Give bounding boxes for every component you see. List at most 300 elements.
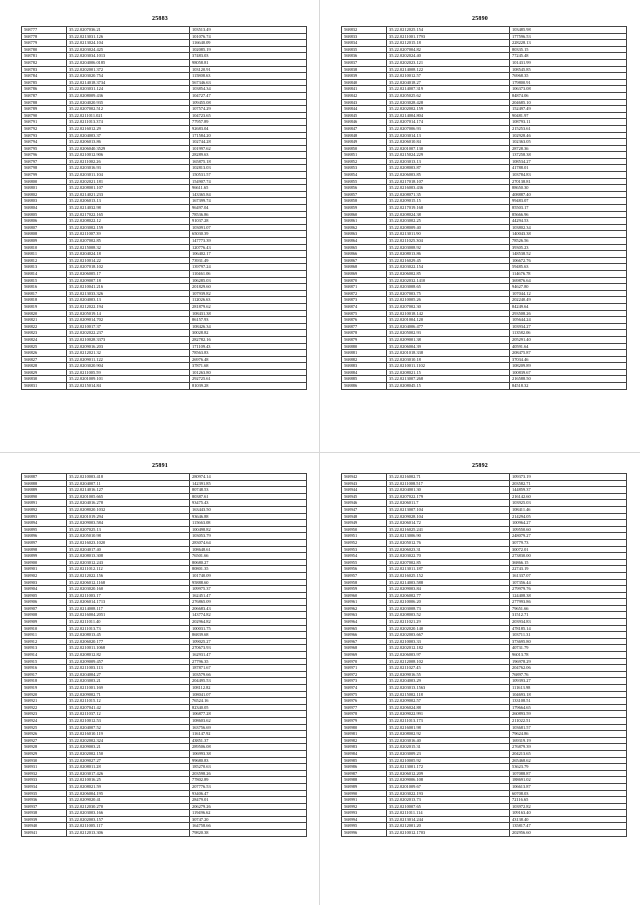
table-row	[342, 506, 627, 513]
table-row	[342, 678, 627, 685]
code-cell: 35.22.0210014.22	[67, 257, 190, 264]
table-row	[22, 112, 307, 119]
row-id-cell: 568908	[22, 612, 67, 619]
code-cell: 35.22.0208021.59	[67, 783, 190, 790]
amount-cell: 93406.47	[190, 790, 307, 797]
amount-cell: 81039.28	[190, 383, 307, 390]
amount-cell: 108426.34	[190, 323, 307, 330]
code-cell: 35.22.0210005.92	[387, 757, 510, 764]
code-cell: 35.22.0210007.65	[387, 803, 510, 810]
table-row	[22, 231, 307, 238]
code-cell: 35.22.0203020.754	[67, 73, 190, 80]
amount-cell: 133108.51	[510, 698, 627, 705]
row-id-cell: 568803	[22, 198, 67, 205]
row-id-cell: 568854	[342, 172, 387, 179]
amount-cell: 77802.89	[190, 777, 307, 784]
code-cell: 35.22.0204017.40	[67, 546, 190, 553]
table-row	[22, 553, 307, 560]
table-row	[22, 605, 307, 612]
amount-cell: 102813.03	[190, 165, 307, 172]
data-table	[21, 26, 307, 390]
code-cell: 35.22.0204003.13	[67, 297, 190, 304]
row-id-cell: 568819	[22, 303, 67, 310]
row-id-cell: 568849	[342, 139, 387, 146]
table-block	[21, 461, 299, 837]
table-row	[342, 27, 627, 34]
code-cell: 35.22.0210018.142	[387, 310, 510, 317]
row-id-cell: 568942	[342, 474, 387, 481]
row-id-cell: 568810	[22, 244, 67, 251]
amount-cell: 185270.63	[190, 764, 307, 771]
amount-cell: 101740.09	[190, 572, 307, 579]
amount-cell: 85503.17	[510, 205, 627, 212]
code-cell: 35.22.0206014.72	[387, 520, 510, 527]
row-id-cell: 568932	[22, 770, 67, 777]
row-id-cell: 568853	[342, 165, 387, 172]
table-row	[22, 652, 307, 659]
table-row	[22, 178, 307, 185]
table-row	[342, 777, 627, 784]
table-row	[342, 797, 627, 804]
table-row	[22, 566, 307, 573]
code-cell: 35.22.0201007.130	[387, 145, 510, 152]
amount-cell: 106285.03	[190, 277, 307, 284]
table-row	[22, 119, 307, 126]
table-row	[22, 310, 307, 317]
code-cell: 35.22.0216001.98	[387, 724, 510, 731]
table-row	[342, 586, 627, 593]
code-cell: 35.22.0209014.702	[67, 317, 190, 324]
amount-cell: 80387.61	[190, 493, 307, 500]
amount-cell: 248079.27	[510, 533, 627, 540]
table-row	[22, 152, 307, 159]
amount-cell: 273830.00	[510, 553, 627, 560]
row-id-cell: 568913	[22, 645, 67, 652]
amount-cell: 94627.80	[510, 284, 627, 291]
table-row	[22, 500, 307, 507]
code-cell: 35.22.0208009.436	[67, 92, 190, 99]
row-id-cell: 568783	[22, 66, 67, 73]
table-row	[22, 520, 307, 527]
row-id-cell: 568813	[22, 264, 67, 271]
amount-cell: 106613.87	[510, 783, 627, 790]
code-cell: 35.22.0204024.18	[67, 251, 190, 258]
amount-cell: 171109.43	[190, 343, 307, 350]
code-cell: 35.22.0203012.243	[67, 559, 190, 566]
table-row	[22, 731, 307, 738]
code-cell: 35.22.0202002.150	[67, 750, 190, 757]
amount-cell: 84249.64	[510, 303, 627, 310]
row-id-cell: 568846	[342, 119, 387, 126]
table-row	[22, 678, 307, 685]
table-row	[22, 336, 307, 343]
table-row	[22, 224, 307, 231]
code-cell: 35.22.0211015.12	[67, 698, 190, 705]
table-row	[342, 92, 627, 99]
table-row	[22, 145, 307, 152]
code-cell: 35.22.0216012.29	[67, 125, 190, 132]
table-row	[22, 66, 307, 73]
row-id-cell: 568949	[342, 520, 387, 527]
table-row	[342, 520, 627, 527]
table-row	[22, 132, 307, 139]
amount-cell: 137258.38	[510, 152, 627, 159]
amount-cell: 119496.62	[190, 810, 307, 817]
row-id-cell: 568794	[22, 139, 67, 146]
amount-cell: 101431.99	[510, 59, 627, 66]
amount-cell: 80335.15	[510, 46, 627, 53]
code-cell: 35.22.0207022.179	[387, 493, 510, 500]
amount-cell: 211022.51	[510, 717, 627, 724]
code-cell: 35.22.0216023.1020	[67, 539, 190, 546]
amount-cell: 103513.49	[190, 27, 307, 34]
table-row	[342, 277, 627, 284]
code-cell: 35.22.0210003.418	[67, 474, 190, 481]
row-id-cell: 568876	[342, 317, 387, 324]
amount-cell: 167399.74	[190, 198, 307, 205]
amount-cell: 478185.14	[510, 625, 627, 632]
table-row	[22, 86, 307, 93]
code-cell: 35.22.0202024.40	[387, 53, 510, 60]
table-row	[22, 165, 307, 172]
table-row	[22, 27, 307, 34]
table-row	[22, 323, 307, 330]
amount-cell: 103053.79	[190, 533, 307, 540]
row-id-cell: 568892	[22, 506, 67, 513]
table-row	[342, 783, 627, 790]
row-id-cell: 568984	[342, 750, 387, 757]
row-id-cell: 568832	[342, 27, 387, 34]
row-id-cell: 568883	[342, 363, 387, 370]
amount-cell: 293508.26	[510, 310, 627, 317]
row-id-cell: 568780	[22, 46, 67, 53]
table-row	[342, 645, 627, 652]
amount-cell: 108411.46	[510, 506, 627, 513]
row-id-cell: 568914	[22, 652, 67, 659]
row-id-cell: 568924	[22, 717, 67, 724]
row-id-cell: 568855	[342, 178, 387, 185]
row-id-cell: 568929	[22, 750, 67, 757]
code-cell: 35.22.0206003.85	[387, 172, 510, 179]
amount-cell: 36866.15	[510, 559, 627, 566]
amount-cell: 40731.79	[510, 645, 627, 652]
table-row	[342, 238, 627, 245]
amount-cell: 164758.66	[190, 823, 307, 830]
row-id-cell: 568903	[22, 579, 67, 586]
amount-cell: 30747.20	[190, 816, 307, 823]
row-id-cell: 568850	[342, 145, 387, 152]
table-row	[22, 592, 307, 599]
row-id-cell: 568833	[342, 33, 387, 40]
amount-cell: 107574.29	[190, 106, 307, 113]
amount-cell: 202956.60	[510, 830, 627, 837]
code-cell: 35.22.0209007.18	[67, 277, 190, 284]
code-cell: 35.22.0208013.308	[67, 553, 190, 560]
row-id-cell: 568926	[22, 731, 67, 738]
amount-cell: 108041.07	[190, 691, 307, 698]
amount-cell: 144859.37	[510, 487, 627, 494]
amount-cell: 108209.89	[510, 363, 627, 370]
code-cell: 35.22.0206004.39	[387, 343, 510, 350]
row-id-cell: 568966	[342, 632, 387, 639]
table-row	[342, 119, 627, 126]
row-id-cell: 568877	[342, 323, 387, 330]
code-cell: 35.22.0203028.428	[387, 99, 510, 106]
amount-cell: 103925.03	[510, 500, 627, 507]
table-row	[22, 33, 307, 40]
amount-cell: 204762.06	[510, 665, 627, 672]
table-row	[22, 238, 307, 245]
row-id-cell: 568811	[22, 251, 67, 258]
table-row	[342, 665, 627, 672]
code-cell: 35.22.0201019.294	[67, 513, 190, 520]
table-row	[342, 99, 627, 106]
code-cell: 35.22.0209027.27	[67, 757, 190, 764]
table-row	[22, 599, 307, 606]
amount-cell: 270138.81	[510, 178, 627, 185]
table-row	[342, 816, 627, 823]
amount-cell: 142391.85	[190, 480, 307, 487]
code-cell: 35.22.0209001.38	[387, 336, 510, 343]
amount-cell: 114676.78	[510, 270, 627, 277]
table-row	[342, 356, 627, 363]
code-cell: 35.22.0209011.122	[67, 356, 190, 363]
code-cell: 35.22.0203031.124	[67, 86, 190, 93]
amount-cell: 100498.82	[190, 526, 307, 533]
code-cell: 35.22.0211003.113	[67, 665, 190, 672]
table-row	[342, 493, 627, 500]
amount-cell: 84874.06	[510, 92, 627, 99]
code-cell: 35.22.0211013.173	[387, 717, 510, 724]
row-id-cell: 568805	[22, 211, 67, 218]
code-cell: 35.22.0203008.73	[387, 605, 510, 612]
table-row	[342, 66, 627, 73]
table-row	[342, 632, 627, 639]
code-cell: 35.22.0202022.237	[67, 330, 190, 337]
amount-cell: 101997.62	[190, 145, 307, 152]
amount-cell: 43851.37	[190, 737, 307, 744]
table-row	[342, 369, 627, 376]
row-id-cell: 568820	[22, 310, 67, 317]
row-id-cell: 568906	[22, 599, 67, 606]
code-cell: 35.22.0203034.1013	[67, 53, 190, 60]
code-cell: 35.22.0203003.21	[67, 678, 190, 685]
table-row	[342, 178, 627, 185]
row-id-cell: 568969	[342, 652, 387, 659]
table-row	[22, 704, 307, 711]
table-row	[342, 619, 627, 626]
row-id-cell: 568993	[342, 810, 387, 817]
row-id-cell: 568812	[22, 257, 67, 264]
code-cell: 35.22.0207002.512	[67, 106, 190, 113]
amount-cell: 143365.84	[190, 191, 307, 198]
table-row	[22, 572, 307, 579]
amount-cell: 373695.80	[510, 638, 627, 645]
row-id-cell: 568925	[22, 724, 67, 731]
table-row	[22, 270, 307, 277]
row-id-cell: 568934	[22, 783, 67, 790]
row-id-cell: 568918	[22, 678, 67, 685]
amount-cell: 289506.08	[190, 744, 307, 751]
row-id-cell: 568922	[22, 704, 67, 711]
code-cell: 35.22.0203013.1563	[387, 685, 510, 692]
row-id-cell: 568957	[342, 572, 387, 579]
code-cell: 35.22.0203013.13	[387, 158, 510, 165]
code-cell: 35.22.0209020.41	[67, 797, 190, 804]
code-cell: 35.22.0209009.457	[67, 658, 190, 665]
table-row	[342, 803, 627, 810]
row-id-cell: 568995	[342, 823, 387, 830]
amount-cell: 78563.83	[190, 350, 307, 357]
row-id-cell: 568888	[22, 480, 67, 487]
code-cell: 35.22.0210012.1703	[387, 830, 510, 837]
amount-cell: 265468.62	[510, 757, 627, 764]
code-cell: 35.22.0206024.88	[387, 704, 510, 711]
code-cell: 35.22.0214008.122	[387, 66, 510, 73]
code-cell: 35.22.0211011.021	[67, 112, 190, 119]
row-id-cell: 568973	[342, 678, 387, 685]
code-cell: 35.22.0208071.35	[387, 191, 510, 198]
code-cell: 35.22.0216002.71	[387, 474, 510, 481]
table-row	[22, 711, 307, 718]
row-id-cell: 568978	[342, 711, 387, 718]
code-cell: 35.22.0206010.84	[387, 139, 510, 146]
table-row	[22, 383, 307, 390]
code-cell: 35.22.0204001.30	[387, 487, 510, 494]
code-cell: 35.22.0204007.11	[67, 480, 190, 487]
amount-cell: 111613.98	[510, 685, 627, 692]
table-row	[342, 731, 627, 738]
amount-cell: 77957.89	[190, 119, 307, 126]
row-id-cell: 568985	[342, 757, 387, 764]
row-id-cell: 568994	[342, 816, 387, 823]
table-row	[342, 257, 627, 264]
table-row	[342, 112, 627, 119]
code-cell: 35.22.0214016.127	[67, 487, 190, 494]
amount-cell: 177596.53	[510, 33, 627, 40]
code-cell: 35.22.0203022.193	[387, 790, 510, 797]
table-row	[22, 53, 307, 60]
code-cell: 35.22.0204006.0185	[67, 59, 190, 66]
row-id-cell: 568958	[342, 579, 387, 586]
table-row	[22, 303, 307, 310]
amount-cell: 103485.98	[510, 27, 627, 34]
row-id-cell: 568827	[22, 356, 67, 363]
table-row	[342, 139, 627, 146]
code-cell: 35.22.0208024.38	[387, 211, 510, 218]
code-cell: 35.22.0205025.62	[387, 92, 510, 99]
row-id-cell: 568801	[22, 185, 67, 192]
amount-cell: 76897.76	[510, 671, 627, 678]
code-cell: 35.22.0211005.117	[67, 823, 190, 830]
amount-cell: 104693.18	[510, 691, 627, 698]
code-cell: 35.22.0211037.12	[67, 711, 190, 718]
table-row	[22, 277, 307, 284]
row-id-cell: 568972	[342, 671, 387, 678]
amount-cell: 96611.65	[190, 185, 307, 192]
row-id-cell: 568837	[342, 59, 387, 66]
table-row	[342, 566, 627, 573]
table-row	[22, 46, 307, 53]
table-row	[342, 218, 627, 225]
sheet-bottom-right	[320, 453, 640, 905]
amount-cell: 103579.66	[190, 671, 307, 678]
amount-cell: 96497.04	[190, 205, 307, 212]
code-cell: 35.22.0209016.55	[387, 671, 510, 678]
amount-cell: 109455.08	[190, 99, 307, 106]
table-row	[342, 533, 627, 540]
code-cell: 35.22.0211011.40	[67, 619, 190, 626]
table-row	[22, 343, 307, 350]
row-id-cell: 568788	[22, 99, 67, 106]
amount-cell: 140043.38	[510, 231, 627, 238]
code-cell: 35.22.0210006.20	[387, 599, 510, 606]
row-id-cell: 568887	[22, 474, 67, 481]
row-id-cell: 568960	[342, 592, 387, 599]
row-id-cell: 568936	[22, 797, 67, 804]
table-row	[22, 816, 307, 823]
code-cell: 35.22.0209022.991	[387, 711, 510, 718]
table-row	[22, 513, 307, 520]
amount-cell: 179664.65	[510, 704, 627, 711]
table-row	[342, 744, 627, 751]
amount-cell: 107044.12	[510, 290, 627, 297]
code-cell: 35.22.0214003.588	[387, 579, 510, 586]
code-cell: 35.22.0202002.159	[387, 106, 510, 113]
row-id-cell: 568941	[22, 830, 67, 837]
table-row	[22, 764, 307, 771]
table-row	[342, 73, 627, 80]
amount-cell: 59485.63	[510, 264, 627, 271]
table-row	[22, 586, 307, 593]
code-cell: 35.22.0213007.104	[387, 506, 510, 513]
amount-cell: 109163.40	[510, 810, 627, 817]
row-id-cell: 568904	[22, 586, 67, 593]
amount-cell: 120776.43	[190, 244, 307, 251]
table-row	[342, 191, 627, 198]
table-row	[342, 526, 627, 533]
code-cell: 35.22.0213014.244	[387, 816, 510, 823]
row-id-cell: 568823	[22, 330, 67, 337]
table-row	[342, 592, 627, 599]
row-id-cell: 568959	[342, 586, 387, 593]
table-row	[342, 750, 627, 757]
amount-cell: 108648.61	[190, 546, 307, 553]
row-id-cell: 568831	[22, 383, 67, 390]
code-cell: 35.22.0201018.338	[387, 350, 510, 357]
code-cell: 35.22.0210041.216	[67, 284, 190, 291]
row-id-cell: 568839	[342, 73, 387, 80]
table-row	[22, 172, 307, 179]
amount-cell: 28289.63	[190, 152, 307, 159]
row-id-cell: 568836	[342, 53, 387, 60]
amount-cell: 79820.38	[190, 830, 307, 837]
amount-cell: 109373.19	[510, 474, 627, 481]
table-row	[22, 59, 307, 66]
amount-cell: 106373.08	[510, 86, 627, 93]
amount-cell: 108545.85	[510, 66, 627, 73]
code-cell: 35.22.0211021.29	[387, 619, 510, 626]
code-cell: 35.22.0206003.97	[387, 652, 510, 659]
code-cell: 35.22.0206002.77	[387, 592, 510, 599]
table-row	[342, 579, 627, 586]
row-id-cell: 568967	[342, 638, 387, 645]
code-cell: 35.22.0215014.84	[67, 383, 190, 390]
code-cell: 35.22.0206004.195	[67, 790, 190, 797]
amount-cell: 73931.49	[190, 257, 307, 264]
code-cell: 35.22.0201009.101	[67, 376, 190, 383]
row-id-cell: 568983	[342, 744, 387, 751]
